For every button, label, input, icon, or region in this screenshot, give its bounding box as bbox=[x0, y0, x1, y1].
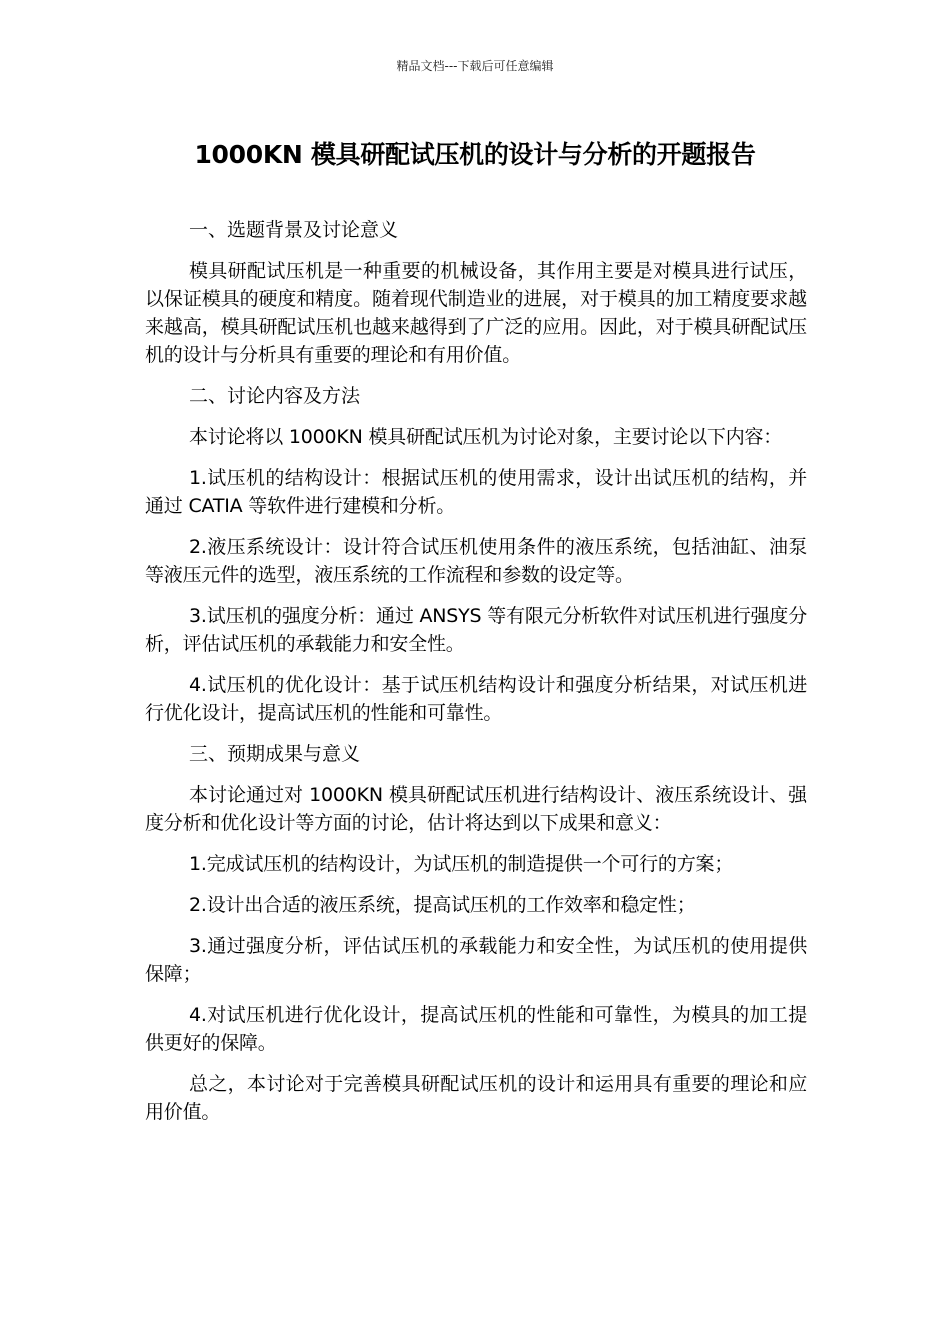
section-heading-expected-results: 三、预期成果与意义 bbox=[189, 743, 361, 765]
result-item-optimization: 4.对试压机进行优化设计，提高试压机的性能和可靠性，为模具的加工提供更好的保障。 bbox=[145, 1004, 807, 1054]
result-item-structure: 1.完成试压机的结构设计，为试压机的制造提供一个可行的方案； bbox=[189, 853, 734, 875]
content-item-optimization: 4.试压机的优化设计：基于试压机结构设计和强度分析结果，对试压机进行优化设计，提高试压机的性能和可靠性。 bbox=[145, 674, 807, 724]
page-header: 精品文档---下载后可任意编辑 bbox=[396, 59, 554, 73]
result-item-strength: 3.通过强度分析，评估试压机的承载能力和安全性，为试压机的使用提供保障； bbox=[145, 935, 807, 985]
content-item-strength-analysis: 3.试压机的强度分析：通过 ANSYS 等有限元分析软件对试压机进行强度分析，评估试压机的承载能力和安全性。 bbox=[145, 605, 807, 655]
content-intro-paragraph: 本讨论将以 1000KN 模具研配试压机为讨论对象，主要讨论以下内容： bbox=[189, 426, 783, 448]
section-heading-background: 一、选题背景及讨论意义 bbox=[189, 219, 399, 241]
content-item-hydraulic-design: 2.液压系统设计：设计符合试压机使用条件的液压系统，包括油缸、油泵等液压元件的选型，液压系统的工作流程和参数的设定等。 bbox=[145, 536, 807, 586]
conclusion-paragraph: 总之，本讨论对于完善模具研配试压机的设计和运用具有重要的理论和应用价值。 bbox=[145, 1073, 807, 1123]
result-item-hydraulic: 2.设计出合适的液压系统，提高试压机的工作效率和稳定性； bbox=[189, 894, 696, 916]
results-intro-paragraph: 本讨论通过对 1000KN 模具研配试压机进行结构设计、液压系统设计、强度分析和优化设计等方面的讨论，估计将达到以下成果和意义： bbox=[145, 784, 807, 834]
document-title: 1000KN 模具研配试压机的设计与分析的开题报告 bbox=[194, 140, 756, 169]
content-item-structure-design: 1.试压机的结构设计：根据试压机的使用需求，设计出试压机的结构，并通过 CATIA 等软件进行建模和分析。 bbox=[145, 467, 807, 517]
document-body bbox=[145, 216, 807, 1139]
section-heading-content-methods: 二、讨论内容及方法 bbox=[189, 385, 361, 407]
background-paragraph: 模具研配试压机是一种重要的机械设备，其作用主要是对模具进行试压，以保证模具的硬度和精度。随着现代制造业的进展，对于模具的加工精度要求越来越高，模具研配试压机也越来越得到了广泛的应用。因此，对于模具研配试压机的设计与分析具有重要的理论和有用价值。 bbox=[145, 260, 807, 366]
